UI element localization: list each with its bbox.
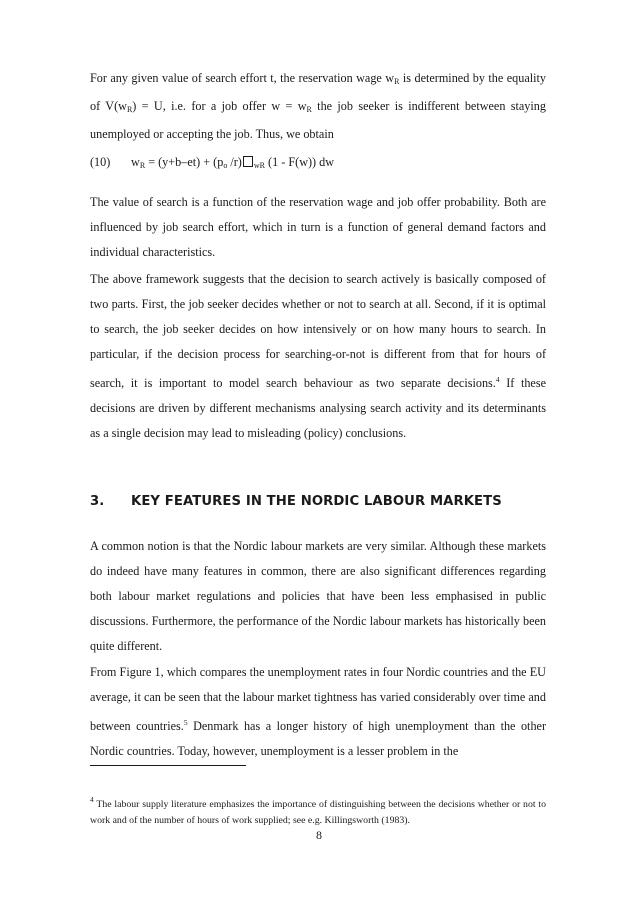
text-run: The above framework suggests that the decision to search actively is basically composed of two parts. First, the job seeker decides whether or not to search at all. Second, if it is optimal to search, the job seeker decides on how intensively or on how many hours to search. In particular, if the decision process for searching-or-not is different from that for hours of search, it is important to model search behaviour as two separate decisions. xyxy=(90,272,546,390)
equation-text: w xyxy=(131,155,140,169)
footnote-text: The labour supply literature emphasizes the importance of distinguishing between the decisions whether or not to work and of the number of hours of work supplied; see e.g. Killingsworth (1983). xyxy=(90,799,546,826)
text-run: From Figure 1, which compares the unemployment rates in four Nordic countries and the EU average, it can be seen that the labour market tightness has varied considerably over time and between countries. xyxy=(90,665,546,733)
subscript: R xyxy=(306,105,312,114)
footnote-reference[interactable]: 4 xyxy=(495,375,500,384)
paragraph-reservation-wage xyxy=(90,66,546,147)
equation-text: /r) xyxy=(227,155,242,169)
footnote-mark: 4 xyxy=(90,795,94,804)
subscript: R xyxy=(394,77,400,86)
equation-10 xyxy=(90,152,546,176)
page-number: 8 xyxy=(316,828,322,842)
text-run: ) = U, i.e. for a job offer w = w xyxy=(132,99,307,113)
subscript: o xyxy=(223,161,228,170)
text-run: Denmark has a longer history of high unemployment than the other Nordic countries. Today, however, unemployment is a lesser problem in the xyxy=(90,719,547,758)
text-run: For any given value of search effort t, the reservation wage w xyxy=(90,71,395,85)
equation-text: (1 - F(w)) dw xyxy=(265,155,335,169)
footnote-divider xyxy=(90,765,246,766)
text-run: is determined by the equality of V(w xyxy=(90,71,546,113)
subscript: R xyxy=(139,161,146,170)
footnote-4 xyxy=(90,792,546,829)
subscript: R xyxy=(126,105,133,114)
paragraph-value-of-search: The value of search is a function of the reservation wage and job offer probability. Both are influenced by job search effort, which in turn is a function of general demand factors and individual characteristics. xyxy=(90,195,546,259)
paragraph-common-notion: A common notion is that the Nordic labour markets are very similar. Although these markets do indeed have many features in common, there are also significant differences regarding both labour market regulations and policies that have been less emphasised in public discussions. Furthermore, the performance of the Nordic labour markets has historically been quite different. xyxy=(90,539,546,653)
footnote-reference[interactable]: 5 xyxy=(183,718,188,727)
paragraph-framework xyxy=(90,267,546,446)
text-run: the job seeker is indifferent between staying unemployed or accepting the job. Thus, we obtain xyxy=(90,99,546,141)
section-number: 3. xyxy=(90,494,105,509)
section-title: KEY FEATURES IN THE NORDIC LABOUR MARKETS xyxy=(131,494,502,509)
equation-number: (10) xyxy=(90,155,111,169)
missing-glyph-integral-icon xyxy=(243,156,253,167)
section-heading xyxy=(90,494,546,509)
paragraph-figure-1 xyxy=(90,660,546,764)
subscript: wR xyxy=(253,161,265,170)
equation-text: = (y+b–et) + (p xyxy=(145,155,224,169)
text-run: If these decisions are driven by different mechanisms analysing search activity and its determinants as a single decision may lead to misleading (policy) conclusions. xyxy=(90,376,546,440)
